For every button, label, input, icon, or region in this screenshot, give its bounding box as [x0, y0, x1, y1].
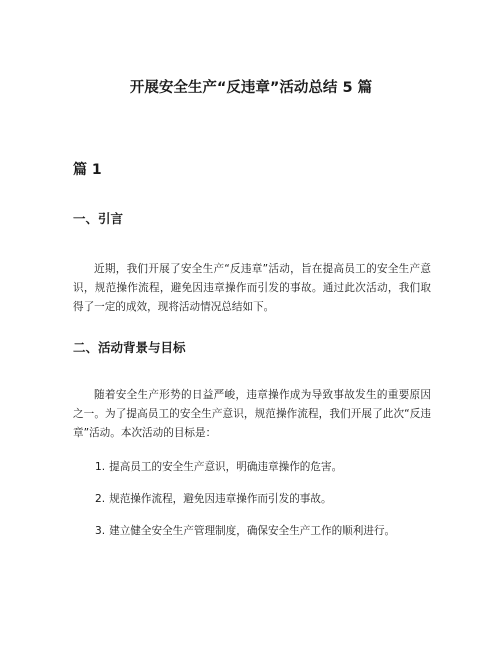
heading-introduction: 一、引言: [73, 211, 124, 226]
list-item-number: 2.: [95, 493, 106, 505]
paragraph-background: 随着安全生产形势的日益严峻，违章操作成为导致事故发生的重要原因之一。为了提高员工的安全生产意识，规范操作流程，我们开展了此次“反违章”活动。本次活动的目标是：: [73, 389, 431, 439]
section-label: 篇 1: [73, 162, 102, 178]
list-item-text: 规范操作流程，避免因违章操作而引发的事故。: [109, 493, 332, 505]
list-item-number: 3.: [95, 525, 106, 537]
document-title: 开展安全生产“反违章”活动总结 5 篇: [129, 80, 373, 96]
list-item: [95, 458, 435, 476]
list-item: [95, 522, 435, 540]
paragraph-introduction: 近期，我们开展了安全生产“反违章”活动，旨在提高员工的安全生产意识，规范操作流程，避免因违章操作而引发的事故。通过此次活动，我们取得了一定的成效，现将活动情况总结如下。: [73, 263, 431, 313]
list-item: [95, 490, 435, 508]
list-item-number: 1.: [95, 461, 106, 473]
heading-background-goals: 二、活动背景与目标: [73, 340, 186, 355]
list-item-text: 提高员工的安全生产意识，明确违章操作的危害。: [109, 461, 343, 473]
list-item-text: 建立健全安全生产管理制度，确保安全生产工作的顺利进行。: [109, 525, 396, 537]
